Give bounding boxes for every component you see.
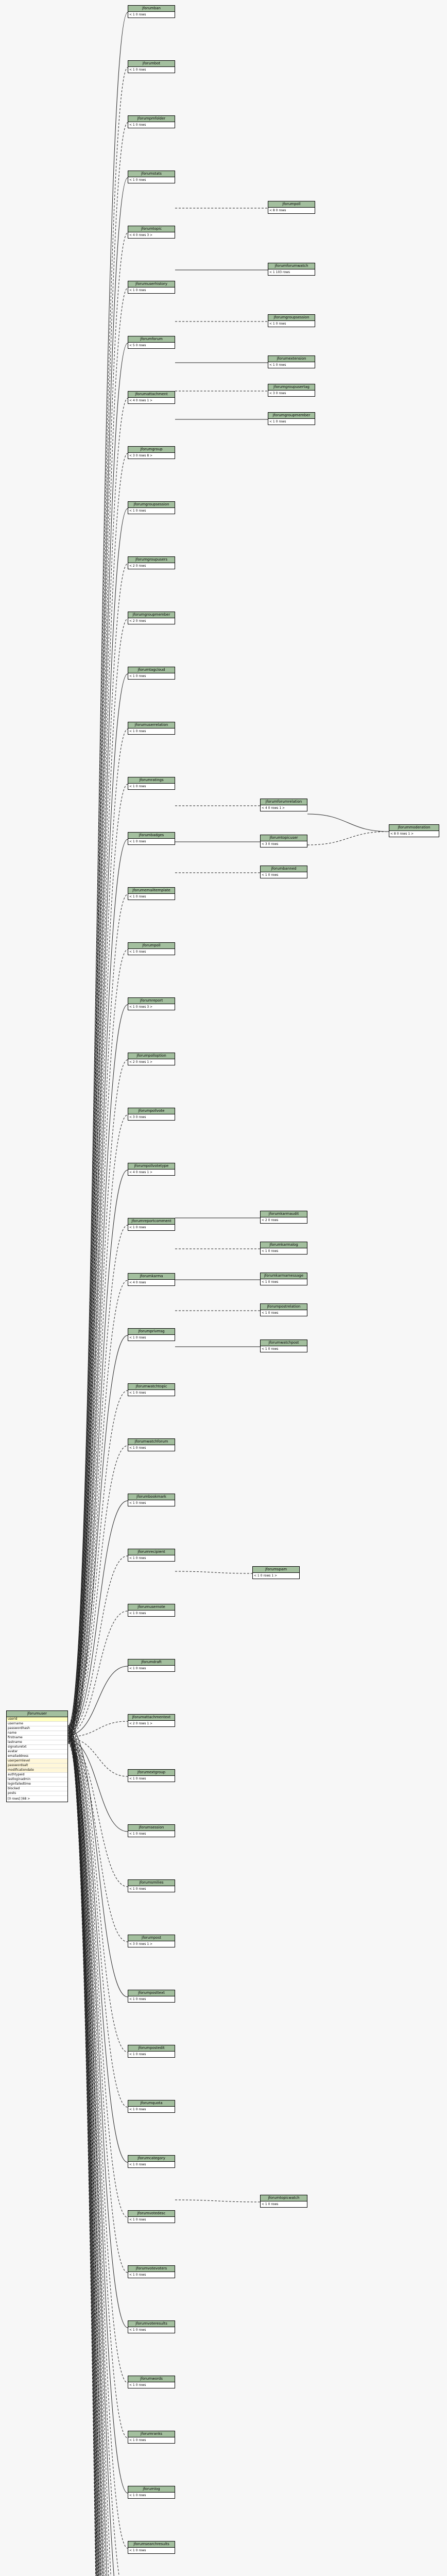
table-title: jforumtopic: [128, 226, 175, 232]
side-table-rows: [261, 2201, 307, 2207]
side-table-rows: [268, 321, 315, 327]
table-jforumusernote[interactable]: [128, 1604, 175, 1617]
relationship-line: [68, 288, 128, 1734]
table-rows: [128, 1059, 175, 1065]
table-title: jforumpost: [128, 1935, 175, 1941]
side-table-rowcount: < 4 0 rows 1 >: [262, 806, 285, 810]
table-title: jforumpostedit: [128, 2045, 175, 2052]
side-table-rows: [261, 841, 307, 847]
central-column-emailaddress: emailaddress: [7, 1754, 67, 1759]
table-rows: [128, 1170, 175, 1175]
central-column-modificationdate: modificationdate: [7, 1768, 67, 1773]
table-rows: [128, 67, 175, 73]
table-rowcount: < 1 0 rows: [129, 1501, 146, 1505]
table-rows: [128, 2107, 175, 2112]
table-jforumpollvotetype[interactable]: [128, 1163, 175, 1176]
table-jforumgroup[interactable]: [128, 446, 175, 459]
relationship-line: [68, 619, 128, 1743]
table-rows: [128, 2548, 175, 2553]
table-rows: [128, 1114, 175, 1120]
table-rowcount: < 1 0 rows: [129, 730, 146, 733]
relationship-line: [68, 1738, 128, 2438]
side-table-title: jforumkarmaudit: [261, 1211, 307, 1217]
table-rows: [128, 2327, 175, 2333]
table-rowcount: < 1 0 rows: [129, 2218, 146, 2222]
table-rows: [128, 1390, 175, 1396]
side-table-title: jforumtopicuser: [261, 835, 307, 841]
central-column-blocked: blocked: [7, 1787, 67, 1791]
side-table-rows: [261, 1279, 307, 1285]
side-table-rows: [261, 1310, 307, 1316]
table-rows: [128, 1280, 175, 1285]
table-jforumpmfolder[interactable]: [128, 115, 175, 128]
table-title: jforumpmfolder: [128, 116, 175, 122]
table-jforumpostedit[interactable]: [128, 2045, 175, 2058]
far-table-rows: [389, 831, 439, 837]
central-table[interactable]: [6, 1710, 68, 1802]
table-jforumprivmsg[interactable]: [128, 1328, 175, 1341]
table-rowcount: < 1 0 rows: [129, 1446, 146, 1450]
table-rows: [128, 2437, 175, 2443]
side-table-title: jforumwatchpost: [261, 1340, 307, 1346]
table-title: jforumwatchtopic: [128, 1384, 175, 1390]
far-table-title: jforummoderation: [389, 825, 439, 831]
table-rowcount: < 1 0 rows: [129, 1226, 146, 1229]
table-rows: [128, 232, 175, 238]
relationship-line: [68, 398, 128, 1737]
table-rowcount: < 1 0 rows: [129, 1997, 146, 2001]
table-jforumvoteresults[interactable]: [128, 2320, 175, 2333]
table-rows: [128, 2052, 175, 2057]
relationship-line: [307, 814, 389, 832]
table-jforumgroupsession[interactable]: [128, 501, 175, 514]
table-rowcount: < 1 0 rows: [129, 2494, 146, 2497]
side-table-jforumtopicuser[interactable]: [260, 835, 307, 848]
table-jforumsession[interactable]: [128, 1824, 175, 1837]
table-jforumrecipient[interactable]: [128, 1549, 175, 1562]
table-rowcount: < 1 0 rows: [129, 1667, 146, 1670]
side-table-rows: [261, 1346, 307, 1352]
table-jforumranks[interactable]: [128, 2431, 175, 2444]
relationship-line: [68, 1721, 128, 1737]
table-rowcount: < 3 0 rows 8 >: [129, 454, 153, 457]
relationship-line: [68, 67, 128, 1727]
side-table-title: jforumgroupusertag: [268, 384, 315, 391]
table-title: jforumgroupsession: [128, 502, 175, 508]
side-table-rowcount: < 1 0 rows: [262, 873, 279, 877]
table-title: jforumgroup: [128, 447, 175, 453]
table-rows: [128, 673, 175, 679]
table-jforumposttext[interactable]: [128, 1990, 175, 2003]
table-title: jforumforum: [128, 336, 175, 343]
table-jforumbadges[interactable]: [128, 832, 175, 845]
side-table-rowcount: < 1 0 rows: [269, 420, 286, 423]
table-jforumforum[interactable]: [128, 336, 175, 349]
relationship-line: [68, 564, 128, 1741]
table-rows: [128, 1225, 175, 1230]
table-title: jforumbookmark: [128, 1494, 175, 1500]
table-jforumuserrelation[interactable]: [128, 722, 175, 735]
table-title: jforumsearchresults: [128, 2541, 175, 2548]
table-rows: [128, 2217, 175, 2223]
table-rowcount: < 1 0 rows: [129, 68, 146, 72]
table-jforumkarma[interactable]: [128, 1273, 175, 1286]
table-rowcount: < 1 0 rows: [129, 1777, 146, 1781]
side-table-jforumforumrelation[interactable]: [260, 799, 307, 811]
table-jforumreportcomment[interactable]: [128, 1218, 175, 1231]
table-rows: [128, 122, 175, 128]
far-table-rowcount: < 8 0 rows 1 >: [390, 832, 414, 836]
side-table-jforumextension[interactable]: [268, 355, 315, 368]
table-title: jforumtagcloud: [128, 667, 175, 673]
side-table-title: jforumgroupsession: [268, 315, 315, 321]
table-rowcount: < 2 0 rows 1 >: [129, 1060, 153, 1064]
relationship-line: [68, 178, 128, 1731]
relationship-line: [68, 1735, 128, 2328]
table-rows: [128, 453, 175, 459]
table-jforumstats[interactable]: [128, 171, 175, 183]
central-table-rows: [0 rows] [68 >: [8, 1797, 30, 1801]
table-title: jforumcategory: [128, 2156, 175, 2162]
table-rows: [128, 728, 175, 734]
table-jforumratings[interactable]: [128, 777, 175, 790]
side-table-jforumgroupsession[interactable]: [268, 314, 315, 327]
side-table-jforumkarmalog[interactable]: [260, 1242, 307, 1255]
side-table-rowcount: < 1 0 rows: [262, 1280, 279, 1284]
table-rows: [128, 1445, 175, 1451]
table-title: jforumgroupmember: [128, 612, 175, 618]
table-rowcount: < 1 0 rows: [129, 1336, 146, 1340]
side-table-jforumforumwatch[interactable]: [268, 263, 315, 276]
table-rowcount: < 1 0 rows: [129, 2108, 146, 2111]
table-rowcount: < 1 0 rows: [129, 895, 146, 899]
table-rows: [128, 1996, 175, 2002]
table-rowcount: < 1 0 rows: [129, 289, 146, 292]
side-table-jforumkarmaudit[interactable]: [260, 1211, 307, 1224]
table-title: jforumvoteresults: [128, 2321, 175, 2327]
table-jforumemailtemplate[interactable]: [128, 887, 175, 900]
central-column-lastname: lastname: [7, 1740, 67, 1745]
relationship-line: [68, 233, 128, 1732]
relationship-line: [68, 123, 128, 1729]
table-title: jforumprivmsg: [128, 1329, 175, 1335]
central-column-avatar: avatar: [7, 1750, 67, 1754]
side-table-jforumbanned[interactable]: [260, 866, 307, 878]
table-title: jforumattachment: [128, 392, 175, 398]
central-column-authtypeid: authtypeid: [7, 1773, 67, 1777]
side-table-rows: [261, 805, 307, 811]
table-rows: [128, 343, 175, 348]
table-rows: [128, 949, 175, 955]
side-table-title: jforumpostrelation: [261, 1304, 307, 1310]
table-rowcount: < 1 0 rows: [129, 785, 146, 788]
side-table-rows: [268, 269, 315, 275]
side-table-title: jforumforumrelation: [261, 799, 307, 805]
table-rows: [128, 1335, 175, 1341]
side-table-rows: [253, 1573, 299, 1579]
table-rowcount: < 1 0 rows: [129, 1887, 146, 1891]
table-rowcount: < 1 0 rows: [129, 1391, 146, 1395]
table-rowcount: < 1 0 rows: [129, 674, 146, 678]
relationship-line: [175, 2200, 260, 2202]
table-jforumvotevoters[interactable]: [128, 2265, 175, 2278]
central-column-firstname: firstname: [7, 1736, 67, 1740]
table-rowcount: < 1 0 rows: [129, 2438, 146, 2442]
table-jforumgroupmember[interactable]: [128, 612, 175, 624]
table-jforumattachmentext[interactable]: [128, 1714, 175, 1727]
side-table-title: jforumbanned: [261, 866, 307, 872]
table-rowcount: < 2 0 rows: [129, 619, 146, 623]
relationship-line: [68, 674, 128, 1726]
table-title: jforumkarma: [128, 1274, 175, 1280]
relationship-line: [68, 1740, 128, 2493]
central-table-title: jforumuser: [7, 1711, 67, 1717]
central-column-name: name: [7, 1731, 67, 1736]
table-title: jforumpollvote: [128, 1108, 175, 1114]
table-jforumvotedesc[interactable]: [128, 2210, 175, 2223]
table-title: jforumban: [128, 6, 175, 12]
table-jforumpost[interactable]: [128, 1935, 175, 1947]
table-rows: [128, 618, 175, 624]
side-table-rows: [268, 362, 315, 368]
table-title: jforumvotevoters: [128, 2266, 175, 2272]
table-jforumpoll[interactable]: [128, 942, 175, 955]
relationship-line: [68, 1740, 128, 2576]
table-title: jforumattachmentext: [128, 1715, 175, 1721]
side-table-title: jforumextension: [268, 356, 315, 362]
table-title: jforumposttext: [128, 1990, 175, 1996]
table-title: jforumbadges: [128, 833, 175, 839]
table-rowcount: < 1 0 rows: [129, 950, 146, 954]
table-rowcount: < 4 0 rows 1 >: [129, 1171, 153, 1174]
table-jforumpolloption[interactable]: [128, 1053, 175, 1065]
table-title: jforumlog: [128, 2486, 175, 2493]
side-table-rowcount: < 1 0 rows: [262, 1311, 279, 1315]
table-jforumsearchresults[interactable]: [128, 2541, 175, 2554]
table-rows: [128, 839, 175, 844]
side-table-jforumgroupusertag[interactable]: [268, 384, 315, 397]
table-rows: [128, 2493, 175, 2498]
table-jforumquota[interactable]: [128, 2100, 175, 2113]
table-title: jforumquota: [128, 2100, 175, 2107]
table-title: jforumextgroup: [128, 1770, 175, 1776]
table-title: jforumreport: [128, 998, 175, 1004]
table-jforumgroupusers[interactable]: [128, 556, 175, 569]
table-rows: [128, 1004, 175, 1010]
table-rowcount: < 1 0 rows: [129, 178, 146, 182]
side-table-rowcount: < 1 103 rows: [269, 270, 290, 274]
central-column-username: username: [7, 1722, 67, 1726]
relationship-line: [175, 1571, 252, 1573]
relationship-line: [68, 453, 128, 1738]
table-rows: [128, 177, 175, 183]
table-rowcount: < 1 0 rows: [129, 123, 146, 127]
table-title: jforumpolloption: [128, 1053, 175, 1059]
side-table-jforumgroupmember[interactable]: [268, 412, 315, 425]
table-rowcount: < 1 0 rows: [129, 1832, 146, 1836]
relationship-line: [68, 509, 128, 1740]
table-jforumbookmark[interactable]: [128, 1494, 175, 1506]
table-jforumwatchforum[interactable]: [128, 1438, 175, 1451]
table-rows: [128, 894, 175, 900]
table-title: jforumvotedesc: [128, 2211, 175, 2217]
table-rows: [128, 2272, 175, 2278]
side-table-rowcount: < 1 0 rows: [262, 1347, 279, 1351]
table-title: jforumgroupusers: [128, 557, 175, 563]
side-table-rows: [268, 419, 315, 425]
side-table-jforumwatchpost[interactable]: [260, 1340, 307, 1352]
table-rowcount: < 1 0 rows: [129, 1612, 146, 1615]
table-rows: [128, 1831, 175, 1837]
side-table-title: jforumpoll: [268, 201, 315, 208]
side-table-rows: [268, 391, 315, 396]
side-table-rowcount: < 2 0 rows: [262, 1218, 279, 1222]
central-column-userid: userid: [7, 1717, 67, 1722]
side-table-rowcount: < 1 0 rows: [269, 322, 286, 326]
table-rows: [128, 12, 175, 18]
table-title: jforumpollvotetype: [128, 1163, 175, 1170]
central-column-passwordhash: passwordhash: [7, 1726, 67, 1731]
side-table-rowcount: < 1 0 rows: [262, 2202, 279, 2206]
side-table-rows: [268, 208, 315, 213]
far-table[interactable]: [389, 824, 439, 837]
table-title: jforumpoll: [128, 943, 175, 949]
side-table-jforumpoll[interactable]: [268, 201, 315, 214]
central-table-footer: [7, 1796, 67, 1802]
table-rowcount: < 1 0 rows: [129, 13, 146, 16]
table-title: jforumsession: [128, 1825, 175, 1831]
table-jforumreport[interactable]: [128, 997, 175, 1010]
table-rows: [128, 563, 175, 569]
side-table-jforumpostrelation[interactable]: [260, 1303, 307, 1316]
table-rows: [128, 1555, 175, 1561]
table-title: jforumbot: [128, 61, 175, 67]
table-rows: [128, 1776, 175, 1782]
table-rows: [128, 2382, 175, 2388]
table-title: jforumratings: [128, 777, 175, 784]
table-rowcount: < 4 0 rows: [129, 1281, 146, 1284]
table-rowcount: < 4 0 rows 1 >: [129, 399, 153, 402]
table-title: jforumdraft: [128, 1659, 175, 1666]
table-jforumlog[interactable]: [128, 2486, 175, 2499]
side-table-rowcount: < 8 0 rows: [269, 209, 286, 212]
table-rowcount: < 3 0 rows: [129, 1115, 146, 1119]
side-table-title: jforumgroupmember: [268, 413, 315, 419]
side-table-rowcount: < 3 0 rows: [269, 392, 286, 395]
table-rows: [128, 1886, 175, 1892]
side-table-title: jforumspam: [253, 1567, 299, 1573]
table-rowcount: < 1 0 rows: [129, 1556, 146, 1560]
side-table-rowcount: < 1 0 rows 1 >: [254, 1574, 278, 1578]
table-rowcount: < 2 0 rows 1 >: [129, 1722, 153, 1725]
table-rows: [128, 398, 175, 403]
side-table-jforumspam[interactable]: [252, 1566, 300, 1579]
table-title: jforumsmilies: [128, 1880, 175, 1886]
table-title: jforumstats: [128, 171, 175, 177]
table-rowcount: < 1 0 rows: [129, 2549, 146, 2552]
table-rowcount: < 2 0 rows: [129, 564, 146, 568]
table-jforumattachment[interactable]: [128, 391, 175, 404]
table-rows: [128, 784, 175, 789]
table-jforumtagcloud[interactable]: [128, 667, 175, 680]
side-table-rows: [261, 872, 307, 878]
side-table-rowcount: < 1 0 rows: [269, 363, 286, 367]
table-rows: [128, 508, 175, 514]
table-rowcount: < 1 0 rows: [129, 2328, 146, 2332]
table-jforumpollvote[interactable]: [128, 1108, 175, 1121]
table-title: jforumemailtemplate: [128, 888, 175, 894]
relationship-line: [307, 832, 389, 845]
table-rowcount: < 5 0 rows: [129, 344, 146, 347]
side-table-rows: [261, 1217, 307, 1223]
table-jforumbot[interactable]: [128, 60, 175, 73]
table-rowcount: < 3 0 rows 1 >: [129, 1942, 153, 1946]
side-table-jforumkarmamessage[interactable]: [260, 1273, 307, 1285]
table-title: jforumranks: [128, 2431, 175, 2437]
table-rows: [128, 1611, 175, 1616]
table-title: jforumrecipient: [128, 1549, 175, 1555]
table-rowcount: < 1 0 rows: [129, 509, 146, 513]
table-rowcount: < 1 0 rows: [129, 2163, 146, 2166]
table-title: jforumwords: [128, 2376, 175, 2382]
central-column-passwordsalt: passwordsalt: [7, 1764, 67, 1768]
table-jforumtopic[interactable]: [128, 226, 175, 239]
side-table-title: jforumkarmalog: [261, 1242, 307, 1248]
table-title: jforumuserrelation: [128, 722, 175, 728]
central-column-lastloginadmin: lastloginadmin: [7, 1777, 67, 1782]
central-column-signaturetxt: signaturetxt: [7, 1745, 67, 1750]
table-jforumdraft[interactable]: [128, 1659, 175, 1672]
table-title: jforumreportcomment: [128, 1218, 175, 1225]
table-rowcount: < 1 0 rows: [129, 2273, 146, 2277]
table-rowcount: < 1 0 rows: [129, 2053, 146, 2056]
table-rows: [128, 1941, 175, 1947]
table-rows: [128, 2162, 175, 2167]
table-rowcount: < 1 0 rows 3 >: [129, 1005, 153, 1009]
table-title: jforumusernote: [128, 1604, 175, 1611]
table-jforumwords[interactable]: [128, 2376, 175, 2388]
table-jforumwatchtopic[interactable]: [128, 1383, 175, 1396]
central-column-userpermlevel: userpermlevel: [7, 1759, 67, 1764]
table-rowcount: < 1 0 rows: [129, 840, 146, 843]
table-jforumcategory[interactable]: [128, 2155, 175, 2168]
table-jforumsmilies[interactable]: [128, 1879, 175, 1892]
table-rowcount: < 1 0 rows: [129, 2383, 146, 2387]
table-jforumuserhistory[interactable]: [128, 281, 175, 294]
side-table-rowcount: < 1 0 rows: [262, 1249, 279, 1253]
side-table-title: jforumkarmamessage: [261, 1273, 307, 1279]
central-table-columns: [7, 1717, 67, 1796]
table-rows: [128, 1721, 175, 1726]
table-title: jforumwatchforum: [128, 1439, 175, 1445]
side-table-rows: [261, 1248, 307, 1254]
central-column-loginfailedtime: loginfailedtime: [7, 1782, 67, 1787]
table-rowcount: < 4 0 rows 3 >: [129, 233, 153, 237]
table-jforumban[interactable]: [128, 5, 175, 18]
table-rows: [128, 287, 175, 293]
side-table-rowcount: < 3 0 rows: [262, 842, 279, 846]
side-table-title: jforumtopicwatch: [261, 2195, 307, 2201]
side-table-title: jforumforumwatch: [268, 263, 315, 269]
table-rows: [128, 1666, 175, 1671]
table-rows: [128, 1500, 175, 1506]
central-column-posts: posts: [7, 1791, 67, 1796]
table-jforumextgroup[interactable]: [128, 1769, 175, 1782]
table-title: jforumuserhistory: [128, 281, 175, 287]
side-table-jforumtopicwatch[interactable]: [260, 2195, 307, 2208]
